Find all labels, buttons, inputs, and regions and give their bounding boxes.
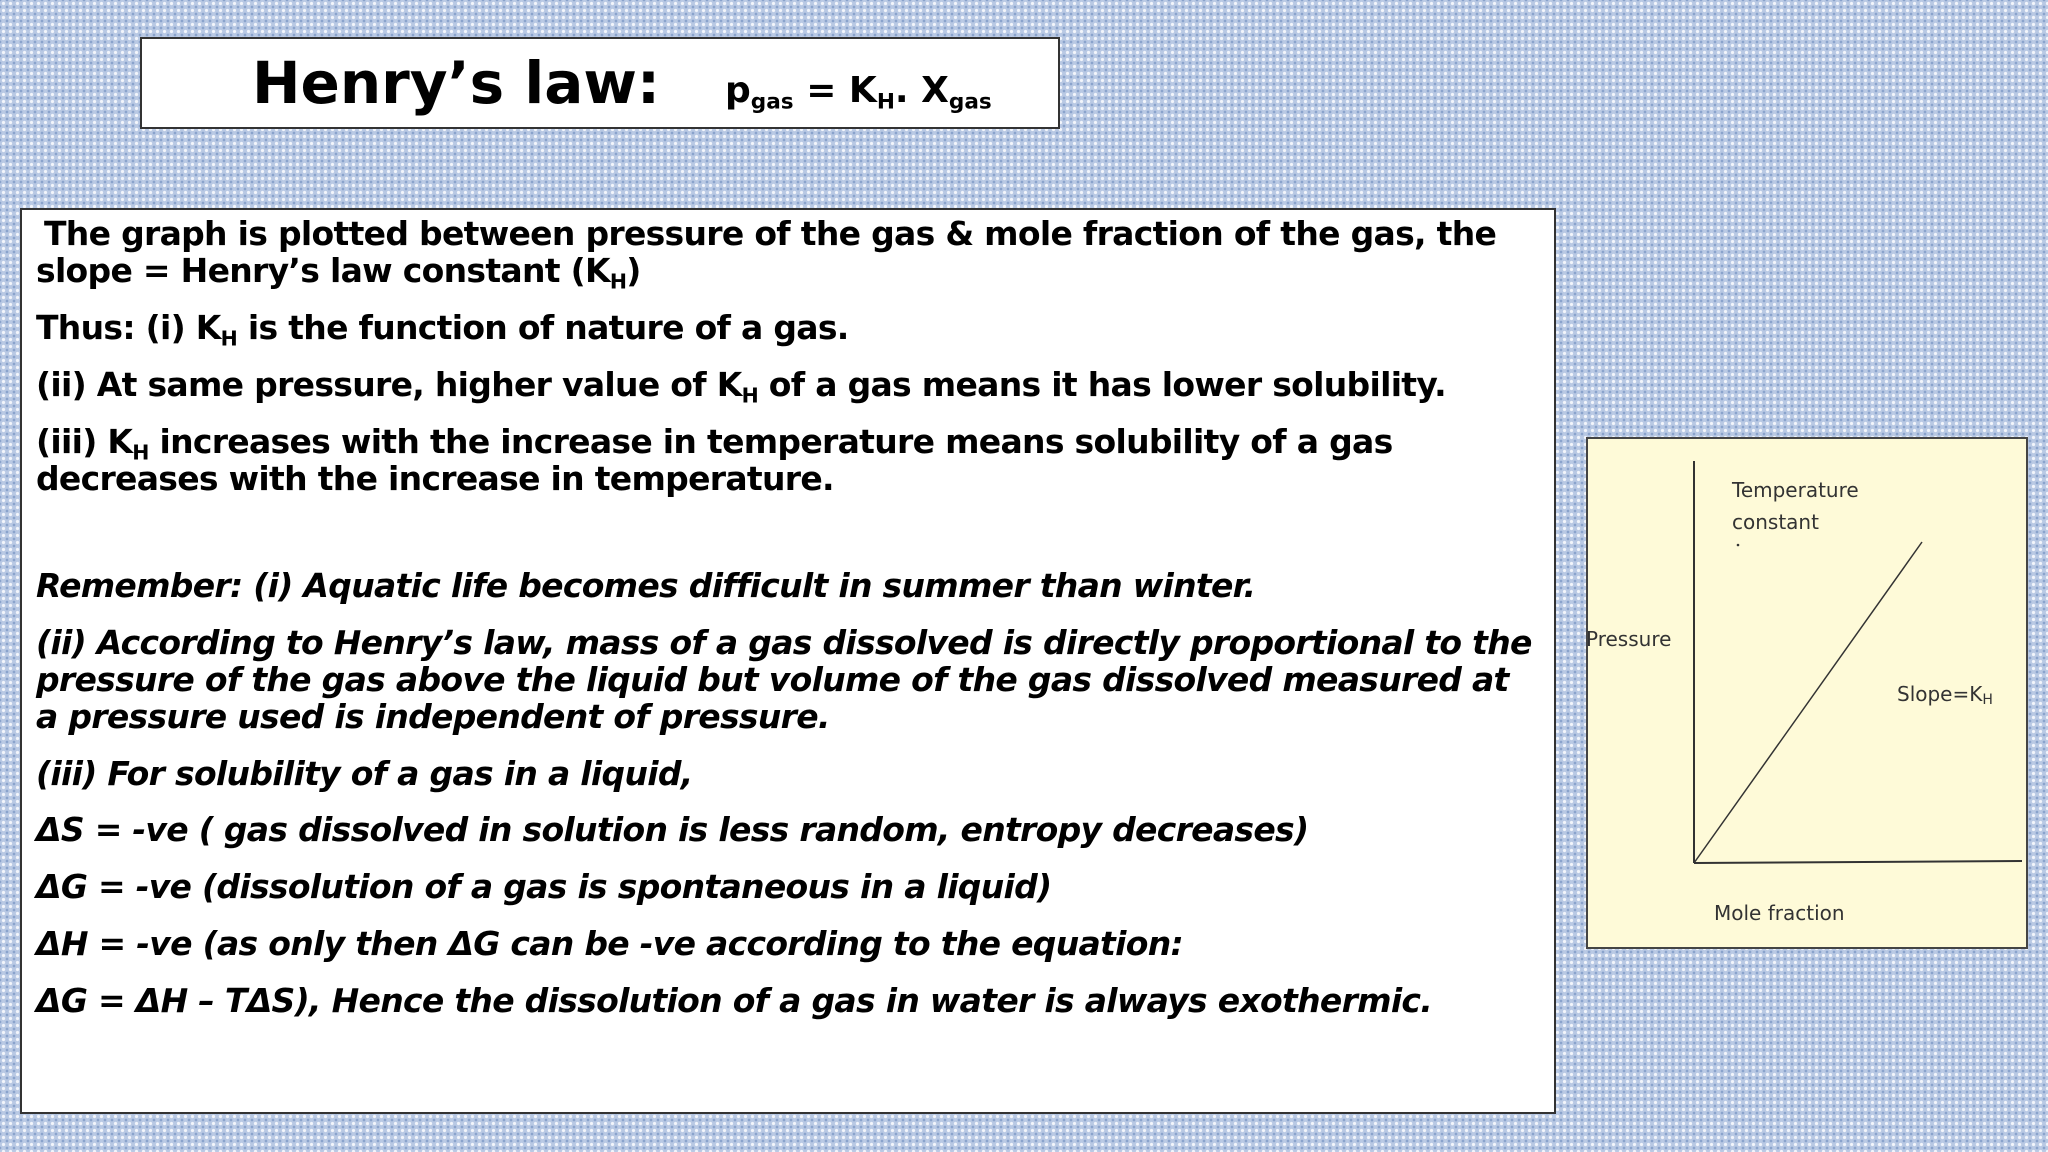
- intro-paragraph: [36, 214, 1540, 294]
- temp-label-1: Temperature: [1732, 478, 1859, 502]
- thus-text: Thus: (i) K: [36, 307, 221, 347]
- formula-p-sub: gas: [750, 89, 794, 115]
- x-axis: [1694, 861, 2022, 863]
- intro-sub: H: [609, 269, 627, 294]
- gibbs-line: ΔG = -ve (dissolution of a gas is spontaneous in a liquid): [36, 867, 1052, 907]
- formula-dot: . X: [894, 70, 949, 111]
- remember-ii-paragraph: (ii) According to Henry’s law, mass of a gas dissolved is directly proportional to the pressure of the gas above the liquid but volume of the gas dissolved measured at a pressure used is independent of pressure.: [36, 622, 1532, 736]
- thus-rest: is the function of nature of a gas.: [237, 307, 849, 347]
- point-ii-sub: H: [741, 383, 758, 408]
- point-iii-text: (iii) K: [36, 421, 133, 461]
- temp-label-2: constant: [1732, 510, 1819, 534]
- point-ii-paragraph: [36, 364, 1540, 408]
- formula-eq: = K: [793, 70, 877, 111]
- enthalpy-line: ΔH = -ve (as only then ΔG can be -ve according to the equation:: [36, 924, 1184, 964]
- point-ii-rest: of a gas means it has lower solubility.: [758, 364, 1446, 404]
- henry-formula: [725, 69, 992, 115]
- entropy-line: ΔS = -ve ( gas dissolved in solution is less random, entropy decreases): [36, 810, 1309, 850]
- remember-paragraph: Remember: (i) Aquatic life becomes difficult in summer than winter.: [36, 565, 1256, 605]
- page-title: Henry’s law:: [252, 49, 661, 117]
- equation-line: ΔG = ΔH – TΔS), Hence the dissolution of a gas in water is always exothermic.: [36, 981, 1433, 1021]
- thus-sub: H: [220, 326, 238, 351]
- remember-iii-paragraph: (iii) For solubility of a gas in a liquid,: [36, 753, 693, 793]
- intro-close: ): [626, 250, 641, 290]
- y-axis-label: Pressure: [1586, 627, 1672, 651]
- point-ii-text: (ii) At same pressure, higher value of K: [36, 364, 742, 404]
- henry-graph: [1586, 437, 2028, 949]
- point-iii-sub: H: [132, 440, 149, 465]
- slope-line: [1694, 542, 1922, 863]
- explanation-panel: [20, 208, 1556, 1114]
- intro-text: The graph is plotted between pressure of the gas & mole fraction of the gas, the slope = Henry’s law constant (K: [36, 214, 1497, 290]
- point-iii-paragraph: [36, 421, 1540, 498]
- point-iii-rest: increases with the increase in temperature means solubility of a gas decreases with the increase in temperature.: [36, 421, 1393, 498]
- slope-label: [1897, 681, 1993, 709]
- thus-paragraph: [36, 307, 1540, 351]
- x-axis-label: Mole fraction: [1714, 901, 1845, 925]
- formula-x-sub: gas: [948, 89, 992, 115]
- dot-mark: [1737, 544, 1740, 547]
- slope-sub: H: [1982, 691, 1993, 708]
- formula-p: p: [725, 70, 751, 111]
- title-box: [140, 37, 1060, 129]
- slope-text: Slope=K: [1897, 682, 1983, 706]
- formula-k-sub: H: [876, 89, 895, 115]
